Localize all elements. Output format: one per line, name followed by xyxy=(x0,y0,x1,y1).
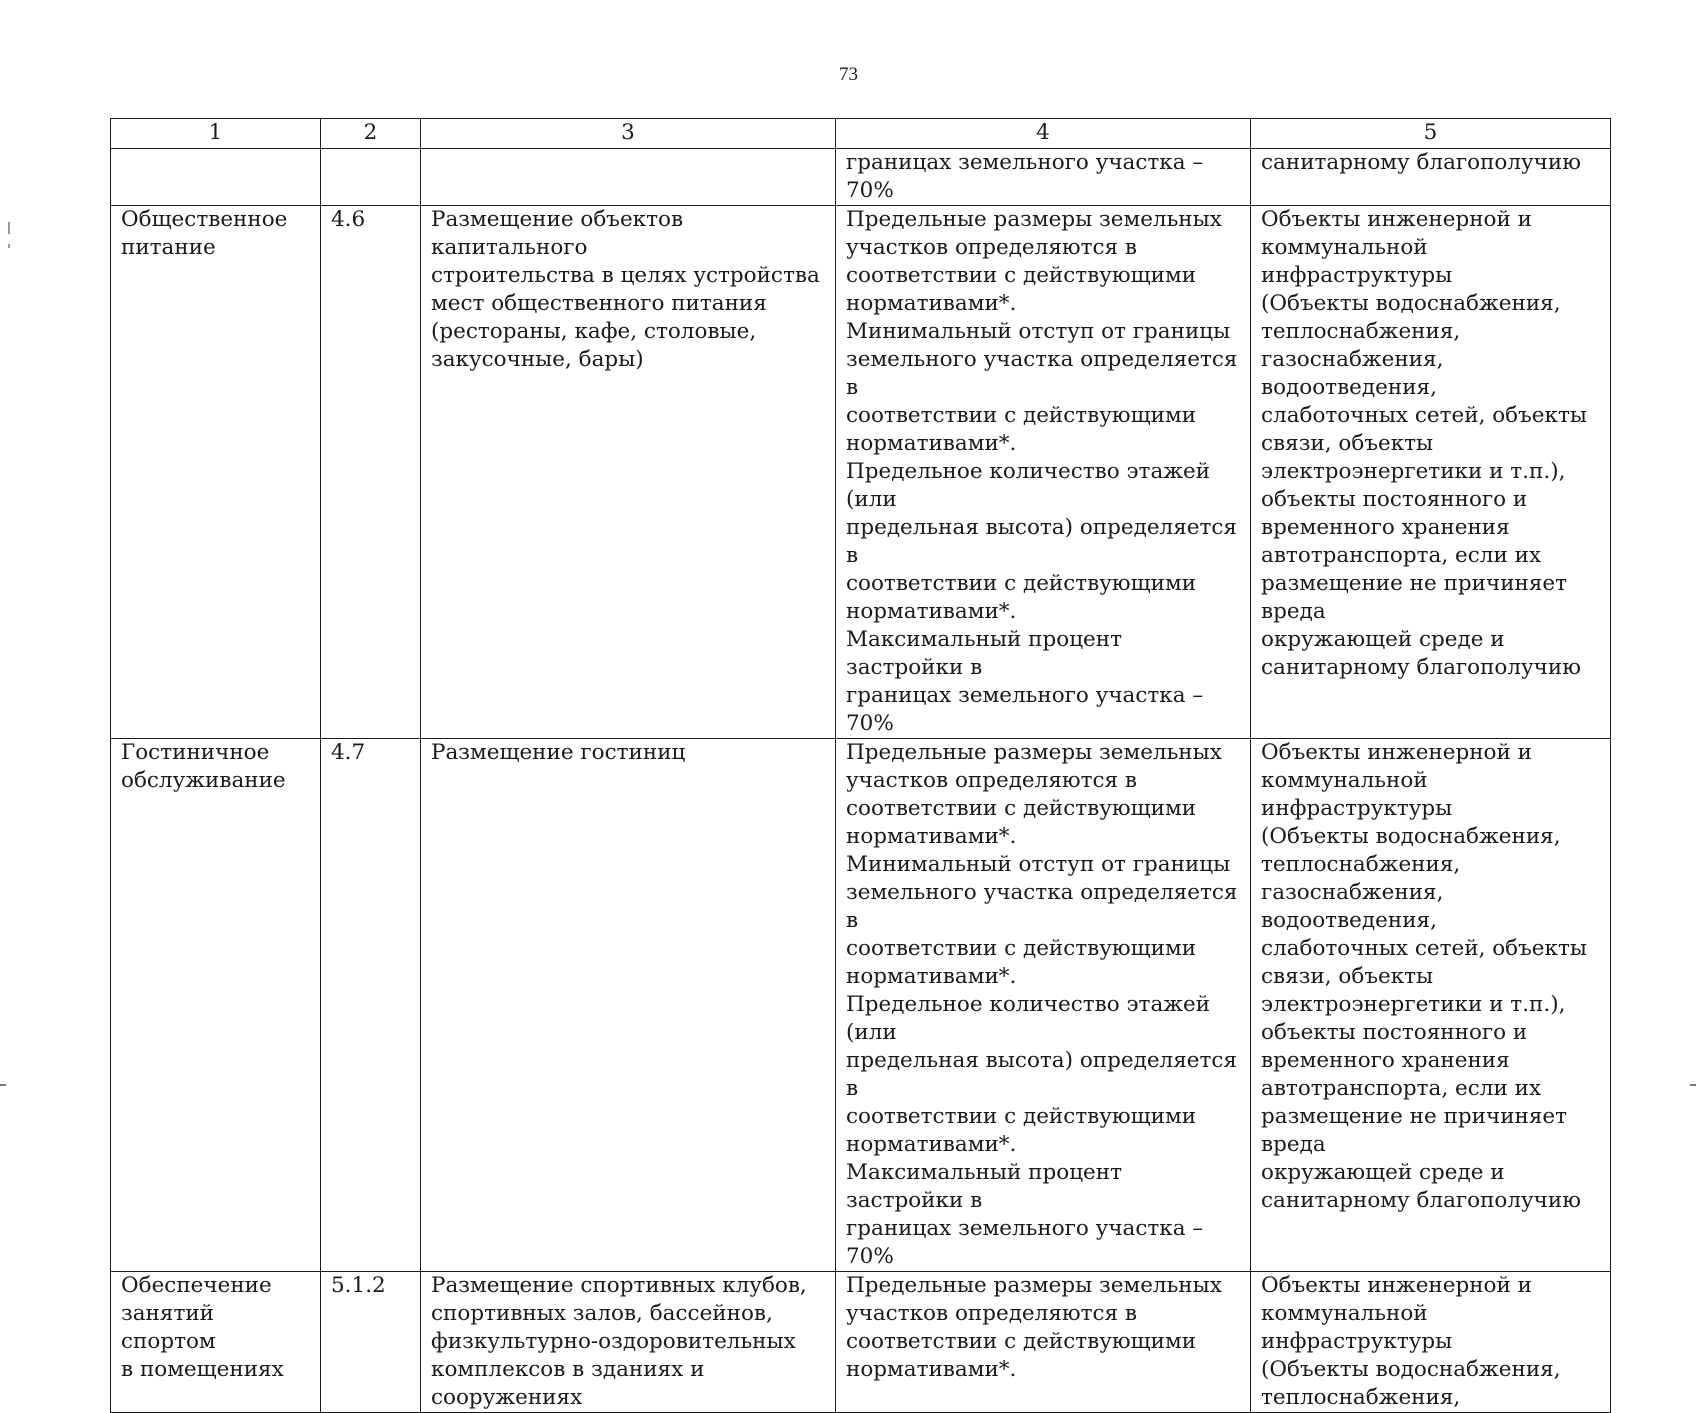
scan-margin-mark-left-lower xyxy=(8,244,10,248)
table-row xyxy=(111,206,1611,739)
cell-use-code: 4.7 xyxy=(321,739,421,1272)
cell-use-parameters: Предельные размеры земельных участков определяются в соответствии с действующими нормативами*. Минимальный отступ от границы земельного участка определяется в соответствии с действующими нормативами*. Предельное количество этажей (или предельная высота) определяется в соответствии с действующими нормативами*. Максимальный процент застройки в границах земельного участка – 70% xyxy=(836,206,1251,739)
scan-tick-right xyxy=(1690,1084,1696,1086)
cell-use-description: Размещение спортивных клубов, спортивных залов, бассейнов, физкультурно-оздоровительных комплексов в зданиях и сооружениях xyxy=(421,1272,836,1413)
cell-use-name: Общественное питание xyxy=(111,206,321,739)
scan-margin-mark-left xyxy=(8,222,10,234)
cell-use-code: 4.6 xyxy=(321,206,421,739)
cell-use-auxiliary: Объекты инженерной и коммунальной инфраструктуры (Объекты водоснабжения, теплоснабжения, xyxy=(1251,1272,1611,1413)
table-header-row xyxy=(111,119,1611,149)
land-use-table xyxy=(110,118,1611,1413)
header-cell-4: 4 xyxy=(836,119,1251,149)
header-cell-2: 2 xyxy=(321,119,421,149)
table-row xyxy=(111,1272,1611,1413)
cell-use-auxiliary: Объекты инженерной и коммунальной инфраструктуры (Объекты водоснабжения, теплоснабжения, газоснабжения, водоотведения, слаботочных сетей, объекты связи, объекты электроэнергетики и т.п.), объекты постоянного и временного хранения автотранспорта, если их размещение не причиняет вреда окружающей среде и санитарному благополучию xyxy=(1251,206,1611,739)
cell-use-description xyxy=(421,149,836,206)
table-row xyxy=(111,739,1611,1272)
cell-use-parameters: Предельные размеры земельных участков определяются в соответствии с действующими нормативами*. Минимальный отступ от границы земельного участка определяется в соответствии с действующими нормативами*. Предельное количество этажей (или предельная высота) определяется в соответствии с действующими нормативами*. Максимальный процент застройки в границах земельного участка – 70% xyxy=(836,739,1251,1272)
cell-use-description: Размещение объектов капитального строительства в целях устройства мест общественного питания (рестораны, кафе, столовые, закусочные, бары) xyxy=(421,206,836,739)
page-number: 73 xyxy=(839,64,858,85)
cell-use-auxiliary: санитарному благополучию xyxy=(1251,149,1611,206)
header-cell-5: 5 xyxy=(1251,119,1611,149)
header-cell-1: 1 xyxy=(111,119,321,149)
cell-use-parameters: Предельные размеры земельных участков определяются в соответствии с действующими нормативами*. xyxy=(836,1272,1251,1413)
cell-use-name: Гостиничное обслуживание xyxy=(111,739,321,1272)
cell-use-auxiliary: Объекты инженерной и коммунальной инфраструктуры (Объекты водоснабжения, теплоснабжения, газоснабжения, водоотведения, слаботочных сетей, объекты связи, объекты электроэнергетики и т.п.), объекты постоянного и временного хранения автотранспорта, если их размещение не причиняет вреда окружающей среде и санитарному благополучию xyxy=(1251,739,1611,1272)
cell-use-code xyxy=(321,149,421,206)
cell-use-name xyxy=(111,149,321,206)
table-row-continuation xyxy=(111,149,1611,206)
scan-tick-left xyxy=(0,1084,6,1086)
cell-use-name: Обеспечение занятий спортом в помещениях xyxy=(111,1272,321,1413)
header-cell-3: 3 xyxy=(421,119,836,149)
cell-use-code: 5.1.2 xyxy=(321,1272,421,1413)
cell-use-parameters: границах земельного участка – 70% xyxy=(836,149,1251,206)
cell-use-description: Размещение гостиниц xyxy=(421,739,836,1272)
